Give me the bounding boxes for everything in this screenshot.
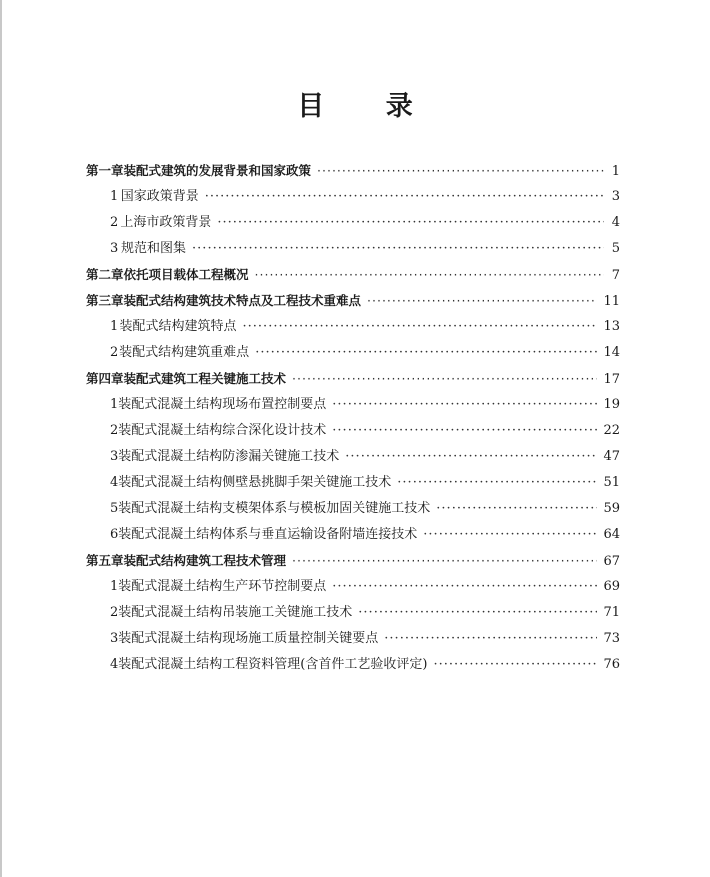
toc-entry-title: 规范和图集 bbox=[121, 241, 187, 256]
toc-chapter-entry bbox=[86, 262, 620, 288]
toc-entry-number: 第四章 bbox=[86, 371, 124, 386]
toc-entry-number: 2 bbox=[110, 605, 119, 620]
toc-entry-page: 3 bbox=[611, 189, 620, 204]
toc-entry-number: 5 bbox=[110, 501, 119, 516]
dot-leader bbox=[292, 366, 597, 392]
page-edge bbox=[0, 0, 2, 877]
toc-entry-title: 装配式混凝土结构吊装施工关键施工技术 bbox=[118, 605, 353, 620]
toc-section-entry bbox=[86, 444, 620, 470]
toc-section-entry bbox=[86, 470, 620, 496]
toc-entry-page: 4 bbox=[611, 215, 620, 230]
toc-entry-page: 1 bbox=[611, 164, 620, 179]
toc-entry-page: 5 bbox=[611, 241, 620, 256]
dot-leader bbox=[317, 158, 604, 184]
toc-entry-title: 装配式混凝土结构体系与垂直运输设备附墙连接技术 bbox=[118, 527, 418, 542]
dot-leader bbox=[332, 392, 597, 418]
toc-entry-number: 1 bbox=[110, 397, 119, 412]
toc-entry-page: 19 bbox=[603, 397, 620, 412]
toc-entry-title: 装配式结构建筑重难点 bbox=[119, 345, 250, 360]
dot-leader bbox=[384, 626, 597, 652]
toc-entry-number: 3 bbox=[110, 449, 119, 464]
dot-leader bbox=[345, 444, 597, 470]
toc-entry-number: 2 bbox=[110, 345, 119, 360]
toc-entry-title: 依托项目载体工程概况 bbox=[123, 267, 249, 282]
toc-chapter-entry bbox=[86, 288, 620, 314]
dot-leader bbox=[433, 652, 597, 678]
toc-entry-title: 装配式混凝土结构生产环节控制要点 bbox=[118, 579, 327, 594]
toc-entry-title: 装配式结构建筑工程技术管理 bbox=[123, 553, 287, 568]
toc-entry-number: 1 bbox=[110, 189, 119, 204]
dot-leader bbox=[292, 548, 597, 574]
toc-section-entry bbox=[86, 600, 620, 626]
toc-entry-title: 国家政策背景 bbox=[120, 189, 199, 204]
toc-entry-page: 22 bbox=[603, 423, 620, 438]
toc-section-entry bbox=[86, 496, 620, 522]
toc-entry-number: 2 bbox=[110, 423, 119, 438]
toc-entry-title: 装配式混凝土结构现场布置控制要点 bbox=[118, 397, 327, 412]
dot-leader bbox=[255, 340, 597, 366]
toc-entry-title: 装配式混凝土结构侧壁悬挑脚手架关键施工技术 bbox=[118, 475, 392, 490]
toc-entry-title: 装配式混凝土结构综合深化设计技术 bbox=[118, 423, 327, 438]
toc-chapter-entry bbox=[86, 548, 620, 574]
dot-leader bbox=[217, 210, 604, 236]
toc-entry-title: 装配式结构建筑技术特点及工程技术重难点 bbox=[123, 293, 362, 308]
dot-leader bbox=[367, 288, 597, 314]
dot-leader bbox=[192, 236, 604, 262]
toc-entry-page: 11 bbox=[603, 294, 620, 309]
toc-entry-page: 17 bbox=[603, 372, 620, 387]
toc-entry-number: 2 bbox=[110, 215, 119, 230]
toc-section-entry bbox=[86, 522, 620, 548]
toc-entry-page: 47 bbox=[603, 449, 620, 464]
toc-entry-title: 装配式建筑工程关键施工技术 bbox=[123, 371, 287, 386]
toc-section-entry bbox=[86, 314, 620, 340]
toc-entry-title: 装配式结构建筑特点 bbox=[119, 319, 237, 334]
toc-entry-page: 73 bbox=[603, 631, 620, 646]
toc-entry-page: 69 bbox=[603, 579, 620, 594]
toc-entry-page: 67 bbox=[603, 554, 620, 569]
toc-entry-number: 4 bbox=[110, 475, 119, 490]
dot-leader bbox=[397, 470, 597, 496]
dot-leader bbox=[332, 418, 597, 444]
dot-leader bbox=[205, 184, 604, 210]
toc-entry-title: 上海市政策背景 bbox=[120, 215, 212, 230]
dot-leader bbox=[332, 574, 597, 600]
toc-entry-page: 71 bbox=[603, 605, 620, 620]
toc-section-entry bbox=[86, 626, 620, 652]
toc-section-entry bbox=[86, 418, 620, 444]
toc-chapter-entry bbox=[86, 366, 620, 392]
toc-entry-number: 4 bbox=[110, 657, 119, 672]
toc-section-entry bbox=[86, 236, 620, 262]
toc-section-entry bbox=[86, 184, 620, 210]
toc-entry-page: 7 bbox=[611, 268, 620, 283]
page-title: 目 录 bbox=[297, 91, 439, 122]
dot-leader bbox=[423, 522, 597, 548]
toc-entry-number: 6 bbox=[110, 527, 119, 542]
toc-entry-number: 第一章 bbox=[86, 163, 124, 178]
toc-entry-title: 装配式混凝土结构工程资料管理(含首件工艺验收评定) bbox=[118, 657, 428, 672]
dot-leader bbox=[243, 314, 598, 340]
toc-entry-page: 59 bbox=[603, 501, 620, 516]
toc-entry-number: 3 bbox=[110, 241, 119, 256]
toc-section-entry bbox=[86, 392, 620, 418]
dot-leader bbox=[255, 262, 604, 288]
toc-section-entry bbox=[86, 652, 620, 678]
toc-section-entry bbox=[86, 210, 620, 236]
toc-entry-title: 装配式混凝土结构支模架体系与模板加固关键施工技术 bbox=[118, 501, 431, 516]
toc-section-entry bbox=[86, 574, 620, 600]
dot-leader bbox=[436, 496, 597, 522]
toc-entry-title: 装配式混凝土结构现场施工质量控制关键要点 bbox=[118, 631, 379, 646]
dot-leader bbox=[358, 600, 597, 626]
toc-chapter-entry bbox=[86, 158, 620, 184]
toc-entry-page: 64 bbox=[603, 527, 620, 542]
toc-entry-number: 3 bbox=[110, 631, 119, 646]
toc-entry-number: 1 bbox=[110, 319, 119, 334]
toc-entry-title: 装配式建筑的发展背景和国家政策 bbox=[123, 163, 312, 178]
toc-entry-page: 51 bbox=[603, 475, 620, 490]
toc-entry-number: 第五章 bbox=[86, 553, 124, 568]
toc-section-entry bbox=[86, 340, 620, 366]
toc-entry-number: 第三章 bbox=[86, 293, 124, 308]
toc-entry-page: 13 bbox=[603, 319, 620, 334]
table-of-contents bbox=[86, 158, 620, 678]
toc-entry-page: 76 bbox=[603, 657, 620, 672]
toc-entry-number: 1 bbox=[110, 579, 119, 594]
toc-entry-title: 装配式混凝土结构防渗漏关键施工技术 bbox=[118, 449, 340, 464]
toc-entry-number: 第二章 bbox=[86, 267, 124, 282]
toc-entry-page: 14 bbox=[603, 345, 620, 360]
